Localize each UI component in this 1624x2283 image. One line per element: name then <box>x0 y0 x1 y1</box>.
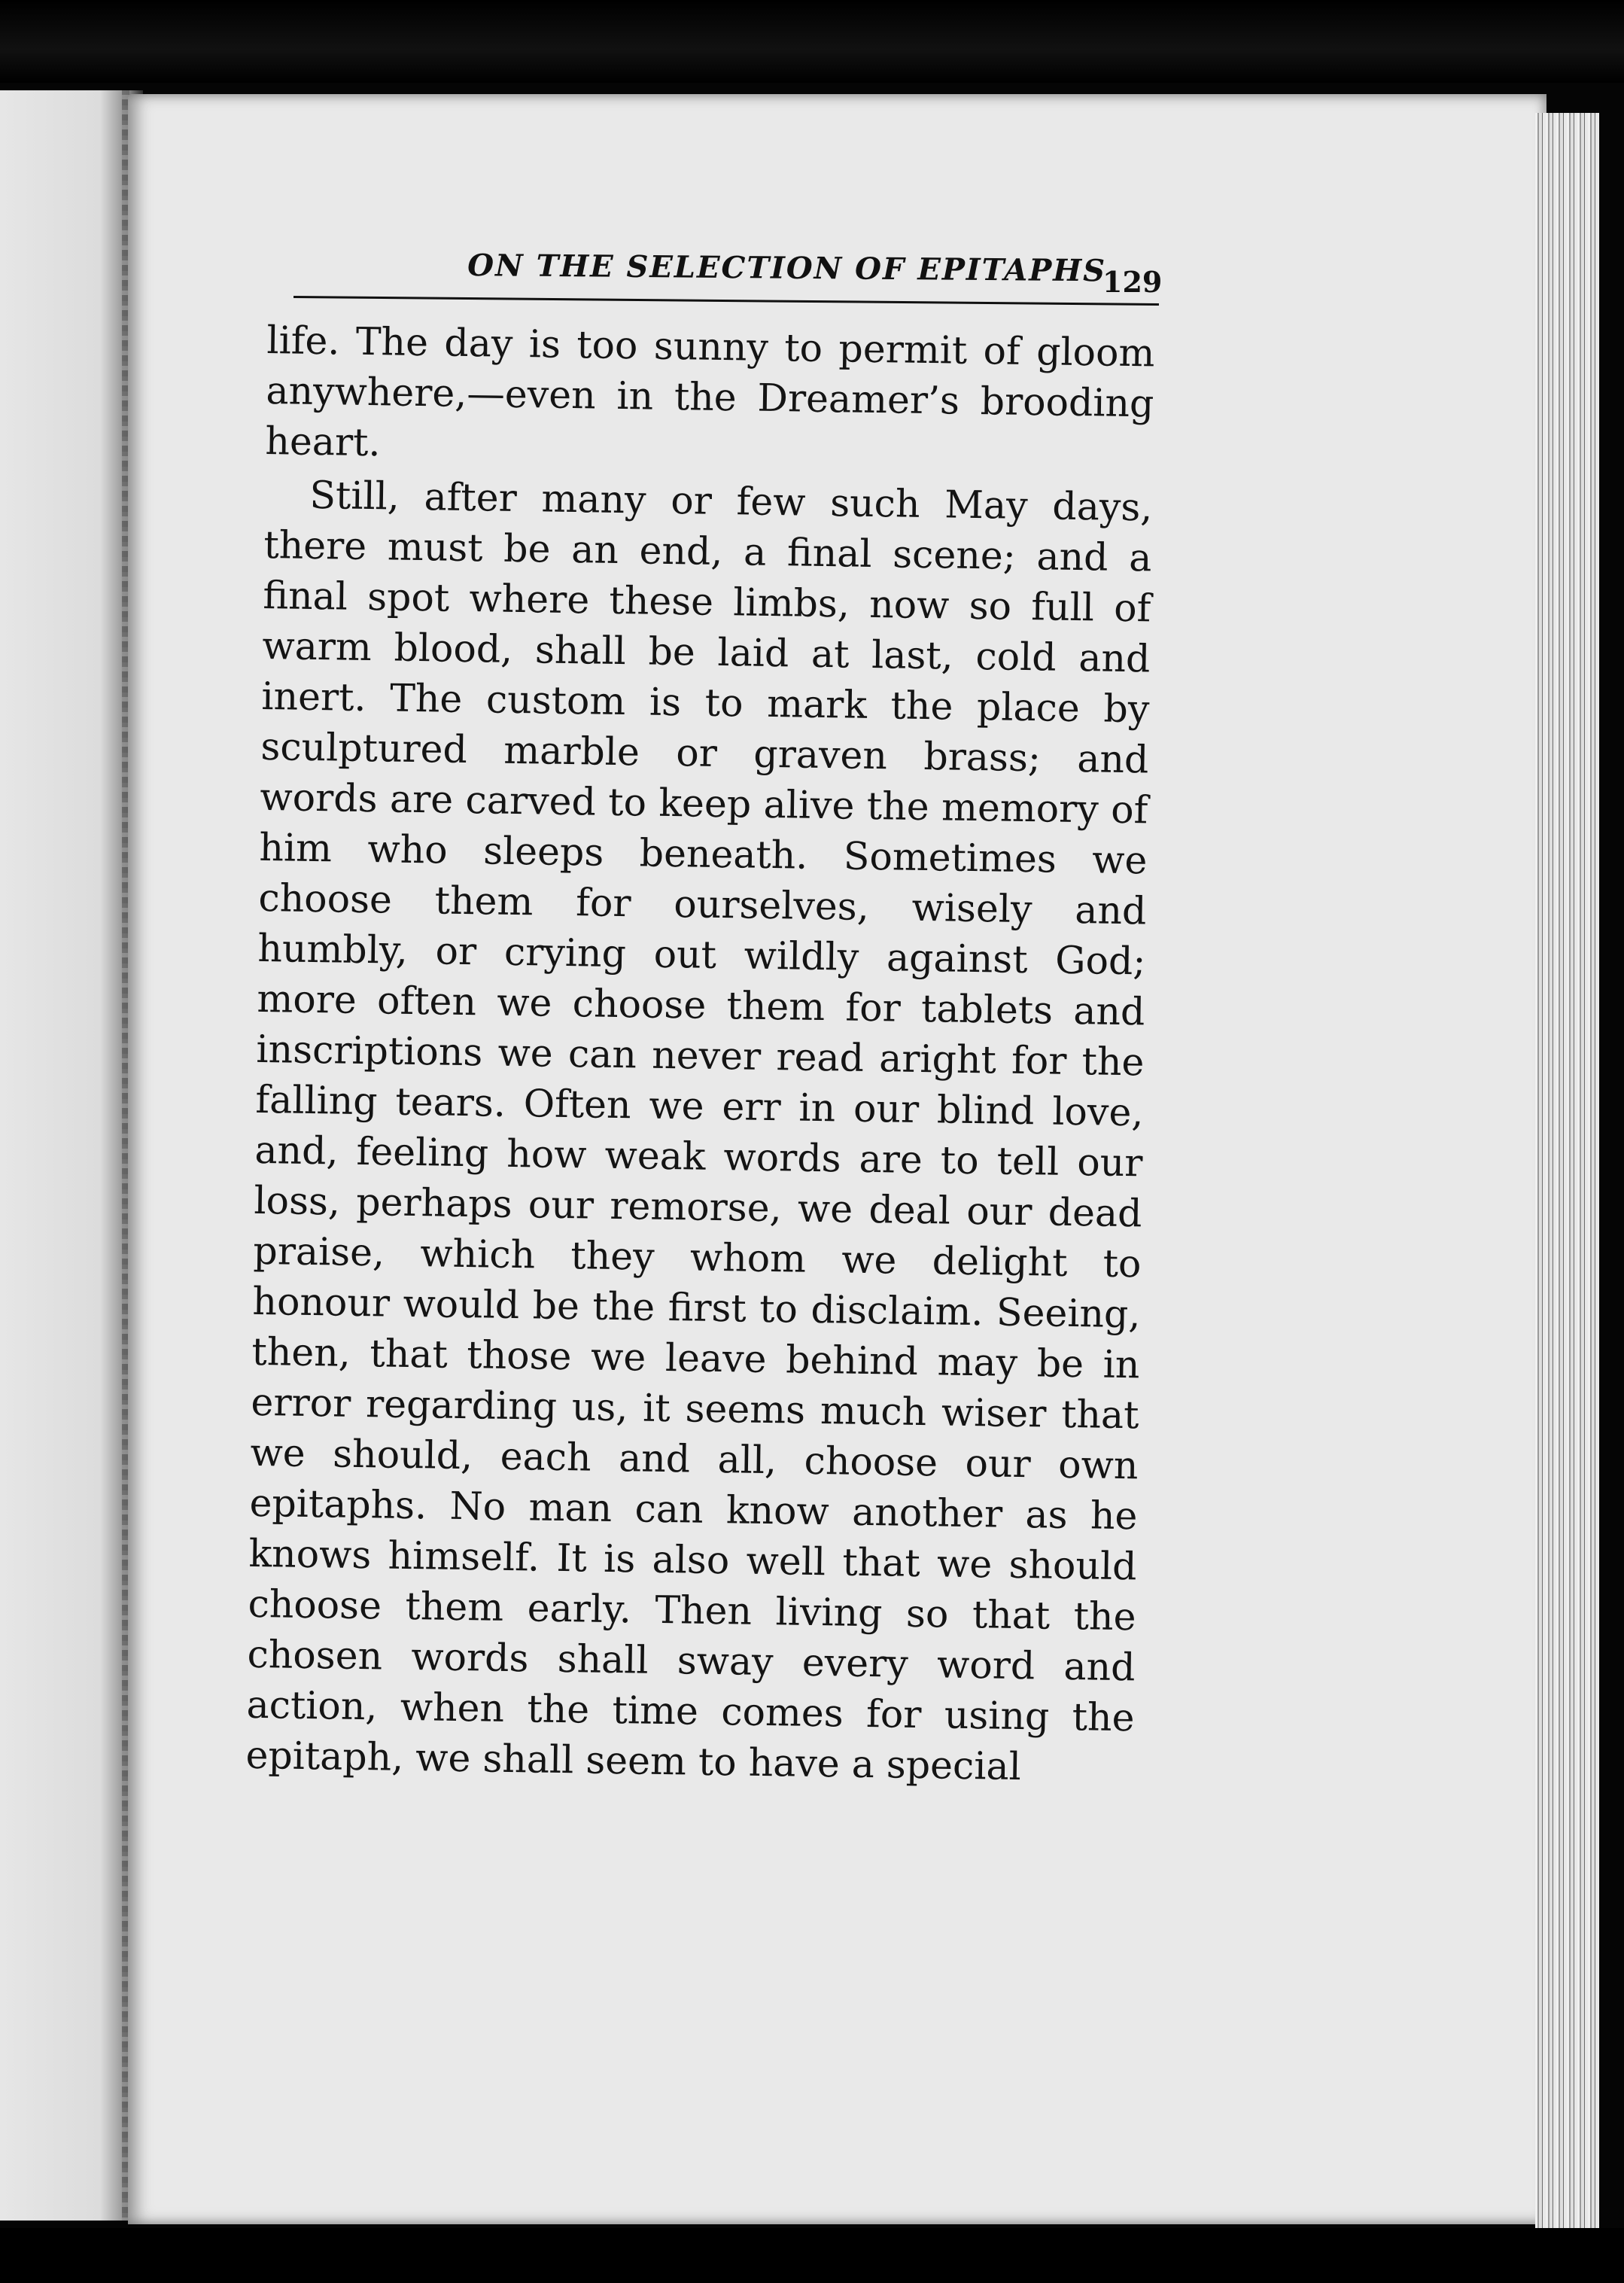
running-head-title: ON THE SELECTION OF EPITAPHS <box>467 248 1107 289</box>
top-shadow <box>0 0 1624 83</box>
body-text <box>245 315 1155 1793</box>
paragraph-2: Still, after many or few such May days, there must be an end, a final scene; and a final spot where these limbs, now so full of warm blood, shall be laid at last, cold and inert. The custom is to mark the place by sculptured marble or graven brass; and words are carved to keep alive the memory of him who sleeps beneath. Sometimes we choose them for ourselves, wisely and humbly, or crying out wildly against God; more often we choose them for tablets and inscriptions we can never read aright for the falling tears. Often we err in our blind love, and, feeling how weak words are to tell our loss, perhaps our remorse, we deal our dead praise, which they whom we delight to honour would be the first to disclaim. Seeing, then, that those we leave behind may be in error regarding us, it seems much wiser that we should, each and all, choose our own epitaphs. No man can know another as he knows himself. It is also well that we should choose them early. Then living so that the chosen words shall sway every word and action, when the time comes for using the epitaph, we shall seem to have a special <box>245 472 1153 1789</box>
right-margin-dark <box>1599 113 1624 2251</box>
paragraph-1: life. The day is too sunny to permit of gloom anywhere,—even in the Dreamer’s brooding heart. <box>265 317 1155 465</box>
previous-page-edge <box>0 90 143 2221</box>
page-number: 129 <box>1102 265 1163 299</box>
page-stack-edge <box>1535 113 1607 2251</box>
bottom-shadow <box>0 2228 1624 2283</box>
running-head <box>293 250 1159 304</box>
